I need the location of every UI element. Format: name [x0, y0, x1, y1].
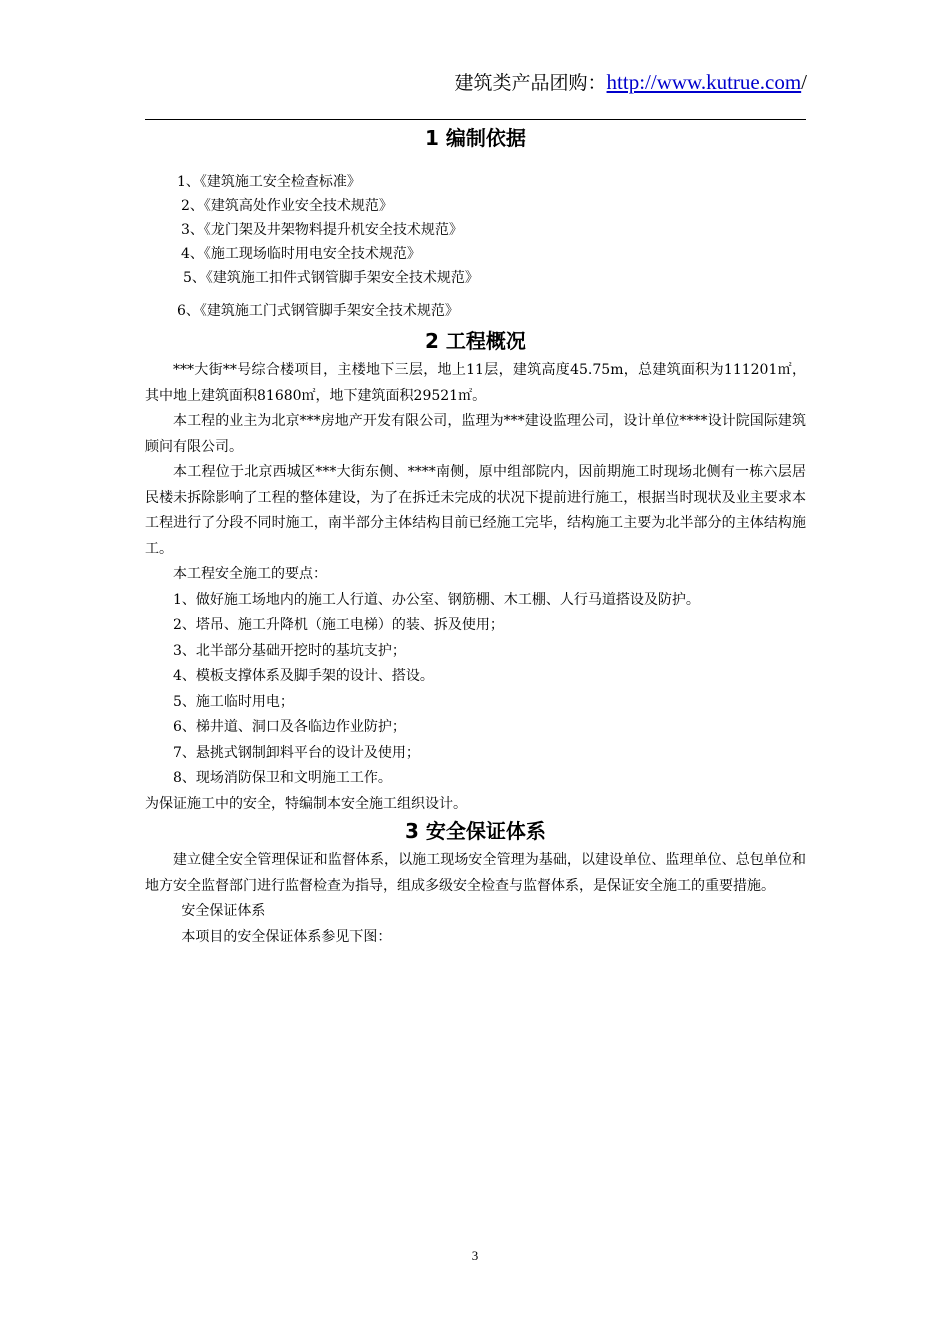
header-label: 建筑类产品团购： [454, 72, 607, 94]
header-rule [145, 119, 806, 120]
reference-item: 6、《建筑施工门式钢管脚手架安全技术规范》 [177, 303, 459, 319]
header-suffix: / [801, 70, 807, 94]
list-item: 1、做好施工场地内的施工人行道、办公室、钢筋棚、木工棚、人行马道搭设及防护。 [173, 591, 700, 608]
reference-item: 1、《建筑施工安全检查标准》 [177, 174, 361, 190]
reference-item: 2、《建筑高处作业安全技术规范》 [181, 198, 393, 214]
page-header [455, 68, 807, 95]
reference-item: 5、《建筑施工扣件式钢管脚手架安全技术规范》 [183, 270, 479, 286]
list-item: 8、现场消防保卫和文明施工工作。 [173, 770, 392, 786]
section-3-body [145, 848, 806, 950]
section-2-title: 2 工程概况 [425, 329, 526, 353]
paragraph: 本工程位于北京西城区***大街东侧、****南侧，原中组部院内，因前期施工时现场北侧有一栋六层居民楼未拆除影响了工程的整体建设，为了在拆迁未完成的状况下提前进行施工，根据当时现状及业主要求本工程进行了分段不同时施工，南半部分主体结构目前已经施工完毕，结构施工主要为北半部分的主体结构施工。 [145, 464, 806, 557]
reference-item: 3、《龙门架及井架物料提升机安全技术规范》 [181, 222, 463, 238]
list-item: 5、施工临时用电； [173, 693, 294, 710]
paragraph: 本项目的安全保证体系参见下图： [181, 928, 392, 945]
section-1-title: 1 编制依据 [425, 126, 526, 150]
paragraph: 建立健全安全管理保证和监督体系，以施工现场安全管理为基础，以建设单位、监理单位、总包单位和地方安全监督部门进行监督检查为指导，组成多级安全检查与监督体系，是保证安全施工的重要措施。 [145, 852, 806, 894]
paragraph: 本工程安全施工的要点： [173, 566, 327, 582]
list-item: 2、塔吊、施工升降机（施工电梯）的装、拆及使用； [173, 617, 504, 633]
section-3-title: 3 安全保证体系 [405, 819, 546, 843]
page-number: 3 [471, 1248, 479, 1263]
list-item: 6、梯井道、洞口及各临边作业防护； [173, 719, 406, 735]
list-item: 4、模板支撑体系及脚手架的设计、搭设。 [173, 668, 434, 684]
reference-item: 4、《施工现场临时用电安全技术规范》 [181, 246, 421, 262]
paragraph: 本工程的业主为北京***房地产开发有限公司，监理为***建设监理公司，设计单位****设计院国际建筑顾问有限公司。 [145, 413, 806, 455]
reference-list [177, 170, 479, 323]
header-link[interactable]: http://www.kutrue.com [606, 70, 802, 94]
list-item: 3、北半部分基础开挖时的基坑支护； [173, 642, 406, 659]
list-item: 7、悬挑式钢制卸料平台的设计及使用； [173, 744, 420, 761]
paragraph: 为保证施工中的安全，特编制本安全施工组织设计。 [145, 795, 467, 812]
section-2-body [145, 358, 806, 817]
subheading: 安全保证体系 [181, 903, 266, 919]
paragraph: ***大街**号综合楼项目，主楼地下三层，地上11层，建筑高度45.75m，总建筑面积为111201㎡，其中地上建筑面积81680㎡，地下建筑面积29521㎡。 [145, 362, 806, 404]
